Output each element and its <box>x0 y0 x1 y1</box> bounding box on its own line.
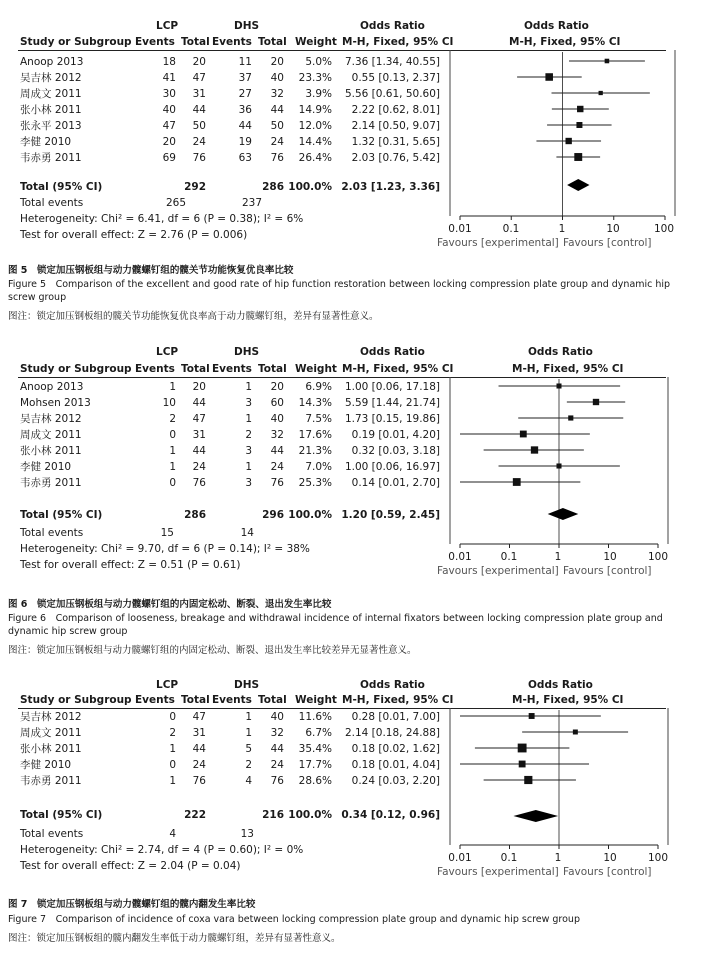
total-odds-ratio-ci: 1.20 [0.59, 2.45] <box>341 509 440 521</box>
forest-plot-figure-5 <box>0 0 714 260</box>
study-label: 李健 2010 <box>20 136 72 148</box>
weight-value: 7.5% <box>305 413 332 425</box>
total-weight: 100.0% <box>288 181 332 193</box>
total-dhs: 60 <box>270 397 284 409</box>
overall-effect-test: Test for overall effect: Z = 2.76 (P = 0.006) <box>20 229 248 241</box>
total-lcp: 31 <box>192 88 206 100</box>
total-dhs: 20 <box>270 56 284 68</box>
figure-caption-note: 图注：锁定加压钢板组与动力髋螺钉组的内固定松动、断裂、退出发生率比较差异无显著性意义。 <box>8 645 417 656</box>
header-method: M-H, Fixed, 95% CI <box>342 36 454 48</box>
header-events-1: Events <box>135 36 175 48</box>
weight-value: 23.3% <box>298 72 332 84</box>
odds-ratio-ci: 0.14 [0.01, 2.70] <box>351 477 440 489</box>
odds-ratio-ci: 0.19 [0.01, 4.20] <box>351 429 440 441</box>
study-point <box>593 399 599 405</box>
total-ci-label: Total (95% CI) <box>20 181 103 193</box>
events-dhs: 5 <box>245 743 252 755</box>
weight-value: 21.3% <box>298 445 332 457</box>
header-odds-ratio-text: Odds Ratio <box>360 679 425 691</box>
total-lcp: 31 <box>192 429 206 441</box>
header-total-1: Total <box>181 694 210 706</box>
overall-effect-test: Test for overall effect: Z = 2.04 (P = 0.04) <box>20 860 241 872</box>
events-dhs: 37 <box>238 72 252 84</box>
events-lcp: 1 <box>169 445 176 457</box>
forest-plot-figure-7 <box>0 675 714 895</box>
header-events-1: Events <box>135 363 175 375</box>
total-lcp: 76 <box>192 152 206 164</box>
odds-ratio-ci: 0.24 [0.03, 2.20] <box>351 775 440 787</box>
study-point <box>599 91 603 95</box>
study-label: 张小林 2011 <box>20 743 82 755</box>
figure-caption-cn: 图 5 锁定加压钢板组与动力髋螺钉组的髋关节功能恢复优良率比较 <box>8 265 294 276</box>
header-weight: Weight <box>295 36 337 48</box>
events-lcp: 1 <box>169 461 176 473</box>
study-point <box>519 761 526 768</box>
heterogeneity-stats: Heterogeneity: Chi² = 2.74, df = 4 (P = 0.60); I² = 0% <box>20 844 304 856</box>
header-events-2: Events <box>212 363 252 375</box>
total-odds-ratio-ci: 2.03 [1.23, 3.36] <box>341 181 440 193</box>
study-point <box>605 59 610 64</box>
events-lcp: 0 <box>169 429 176 441</box>
total-dhs: 20 <box>270 381 284 393</box>
study-point <box>520 431 527 438</box>
weight-value: 5.0% <box>305 56 332 68</box>
odds-ratio-ci: 5.59 [1.44, 21.74] <box>344 397 440 409</box>
total-lcp: 47 <box>192 711 206 723</box>
odds-ratio-ci: 1.73 [0.15, 19.86] <box>344 413 440 425</box>
total-lcp: 24 <box>192 136 206 148</box>
total-weight: 100.0% <box>288 509 332 521</box>
study-point <box>513 478 521 486</box>
odds-ratio-ci: 0.32 [0.03, 3.18] <box>351 445 440 457</box>
study-point <box>574 153 582 161</box>
total-dhs: 44 <box>270 743 284 755</box>
odds-ratio-ci: 0.55 [0.13, 2.37] <box>351 72 440 84</box>
events-dhs: 27 <box>238 88 252 100</box>
events-lcp: 1 <box>169 775 176 787</box>
study-point <box>529 713 535 719</box>
axis-tick-label: 100 <box>647 551 669 563</box>
total-events-dhs: 13 <box>240 828 254 840</box>
study-label: 周成文 2011 <box>20 88 82 100</box>
study-point <box>577 106 583 112</box>
events-dhs: 63 <box>238 152 252 164</box>
figure-caption-en: Figure 7 Comparison of incidence of coxa vara between locking compression plate group and dynamic hip screw group <box>8 914 580 925</box>
axis-tick-label: 10 <box>606 223 620 235</box>
total-dhs: 40 <box>270 711 284 723</box>
study-label: 张永平 2013 <box>20 120 82 132</box>
header-events-2: Events <box>212 36 252 48</box>
odds-ratio-ci: 0.18 [0.01, 4.04] <box>351 759 440 771</box>
axis-tick-label: 10 <box>603 852 617 864</box>
pooled-diamond <box>567 179 589 191</box>
odds-ratio-ci: 1.32 [0.31, 5.65] <box>351 136 440 148</box>
total-events-dhs: 237 <box>241 197 262 209</box>
header-dhs: DHS <box>234 20 260 32</box>
total-dhs: 76 <box>270 477 284 489</box>
events-lcp: 1 <box>169 743 176 755</box>
header-method-plot: M-H, Fixed, 95% CI <box>512 694 624 706</box>
favours-control-label: Favours [control] <box>563 565 652 577</box>
total-events-lcp: 4 <box>169 828 176 840</box>
events-dhs: 1 <box>245 381 252 393</box>
weight-value: 3.9% <box>305 88 332 100</box>
total-dhs: 32 <box>270 88 284 100</box>
total-lcp: 76 <box>192 775 206 787</box>
total-lcp: 76 <box>192 477 206 489</box>
figure-caption-en: Figure 6 Comparison of looseness, breakage and withdrawal incidence of internal fixators between locking compression plate group and dynamic hip screw group <box>8 613 663 637</box>
header-odds-ratio-plot: Odds Ratio <box>524 20 589 32</box>
odds-ratio-ci: 2.14 [0.18, 24.88] <box>344 727 440 739</box>
total-dhs: 76 <box>270 152 284 164</box>
figure-caption-note: 图注：锁定加压钢板组的髋关节功能恢复优良率高于动力髋螺钉组，差异有显著性意义。 <box>8 311 379 322</box>
total-dhs: 40 <box>270 72 284 84</box>
header-total-2: Total <box>258 363 287 375</box>
figure-caption-en: Figure 5 Comparison of the excellent and good rate of hip function restoration between locking compression plate group and dynamic hip screw group <box>8 279 671 303</box>
total-events-label: Total events <box>20 828 84 840</box>
events-lcp: 18 <box>162 56 176 68</box>
header-events-1: Events <box>135 694 175 706</box>
axis-tick-label: 1 <box>554 551 562 563</box>
header-total-1: Total <box>181 36 210 48</box>
total-lcp: 47 <box>192 72 206 84</box>
favours-experimental-label: Favours [experimental] <box>437 565 559 577</box>
study-label: 周成文 2011 <box>20 429 82 441</box>
events-dhs: 36 <box>238 104 252 116</box>
study-point <box>531 446 538 453</box>
total-lcp: 20 <box>192 381 206 393</box>
header-study: Study or Subgroup <box>20 694 132 706</box>
events-lcp: 0 <box>169 711 176 723</box>
events-lcp: 10 <box>162 397 176 409</box>
odds-ratio-ci: 5.56 [0.61, 50.60] <box>344 88 440 100</box>
events-lcp: 0 <box>169 759 176 771</box>
odds-ratio-ci: 0.28 [0.01, 7.00] <box>351 711 440 723</box>
total-lcp: 292 <box>184 181 206 193</box>
total-dhs: 32 <box>270 429 284 441</box>
events-lcp: 0 <box>169 477 176 489</box>
total-dhs: 76 <box>270 775 284 787</box>
study-point <box>568 415 573 420</box>
axis-tick-label: 100 <box>647 852 669 864</box>
header-total-2: Total <box>258 36 287 48</box>
favours-experimental-label: Favours [experimental] <box>437 237 559 249</box>
total-dhs: 44 <box>270 104 284 116</box>
weight-value: 11.6% <box>298 711 332 723</box>
favours-control-label: Favours [control] <box>563 237 652 249</box>
total-events-lcp: 265 <box>165 197 186 209</box>
total-lcp: 44 <box>192 397 206 409</box>
header-lcp: LCP <box>156 20 179 32</box>
header-method-plot: M-H, Fixed, 95% CI <box>509 36 621 48</box>
header-method: M-H, Fixed, 95% CI <box>342 694 454 706</box>
events-dhs: 11 <box>238 56 252 68</box>
study-label: 韦赤勇 2011 <box>20 477 82 489</box>
study-label: 李健 2010 <box>20 461 72 473</box>
events-lcp: 20 <box>162 136 176 148</box>
total-lcp: 44 <box>192 104 206 116</box>
total-lcp: 47 <box>192 413 206 425</box>
odds-ratio-ci: 2.22 [0.62, 8.01] <box>351 104 440 116</box>
total-events-label: Total events <box>20 527 84 539</box>
heterogeneity-stats: Heterogeneity: Chi² = 6.41, df = 6 (P = 0.38); I² = 6% <box>20 213 304 225</box>
odds-ratio-ci: 1.00 [0.06, 16.97] <box>344 461 440 473</box>
study-label: 吴吉林 2012 <box>20 413 82 425</box>
total-lcp: 44 <box>192 743 206 755</box>
events-dhs: 1 <box>245 727 252 739</box>
total-dhs: 286 <box>262 181 284 193</box>
figure-7 <box>0 675 714 957</box>
total-events-label: Total events <box>20 197 84 209</box>
header-lcp: LCP <box>156 679 179 691</box>
events-dhs: 4 <box>245 775 252 787</box>
study-label: 韦赤勇 2011 <box>20 152 82 164</box>
axis-tick-label: 0.1 <box>500 551 518 563</box>
events-dhs: 3 <box>245 445 252 457</box>
heterogeneity-stats: Heterogeneity: Chi² = 9.70, df = 6 (P = 0.14); I² = 38% <box>20 543 310 555</box>
events-lcp: 40 <box>162 104 176 116</box>
odds-ratio-ci: 2.03 [0.76, 5.42] <box>351 152 440 164</box>
events-dhs: 1 <box>245 711 252 723</box>
total-dhs: 24 <box>270 136 284 148</box>
study-point <box>545 73 553 81</box>
total-lcp: 20 <box>192 56 206 68</box>
forest-plot-figure-6 <box>0 330 714 590</box>
study-point <box>573 730 578 735</box>
total-ci-label: Total (95% CI) <box>20 809 103 821</box>
weight-value: 26.4% <box>298 152 332 164</box>
events-dhs: 3 <box>245 477 252 489</box>
weight-value: 6.9% <box>305 381 332 393</box>
weight-value: 25.3% <box>298 477 332 489</box>
figure-6 <box>0 330 714 675</box>
axis-tick-label: 10 <box>603 551 617 563</box>
figure-5 <box>0 0 714 330</box>
axis-tick-label: 1 <box>554 852 562 864</box>
weight-value: 7.0% <box>305 461 332 473</box>
axis-tick-label: 0.1 <box>502 223 520 235</box>
weight-value: 17.7% <box>298 759 332 771</box>
header-method-plot: M-H, Fixed, 95% CI <box>512 363 624 375</box>
total-lcp: 286 <box>184 509 206 521</box>
weight-value: 14.9% <box>298 104 332 116</box>
favours-experimental-label: Favours [experimental] <box>437 866 559 878</box>
weight-value: 12.0% <box>298 120 332 132</box>
header-odds-ratio-text: Odds Ratio <box>360 346 425 358</box>
axis-tick-label: 100 <box>653 223 675 235</box>
axis-tick-label: 1 <box>558 223 566 235</box>
study-label: 吴吉林 2012 <box>20 711 82 723</box>
events-lcp: 69 <box>162 152 176 164</box>
header-dhs: DHS <box>234 346 260 358</box>
study-label: 周成文 2011 <box>20 727 82 739</box>
figure-caption-note: 图注：锁定加压钢板组的髋内翻发生率低于动力髋螺钉组，差异有显著性意义。 <box>8 933 341 944</box>
weight-value: 35.4% <box>298 743 332 755</box>
axis-tick-label: 0.01 <box>448 551 472 563</box>
total-dhs: 40 <box>270 413 284 425</box>
events-lcp: 1 <box>169 381 176 393</box>
figure-caption-cn: 图 7 锁定加压钢板组与动力髋螺钉组的髋内翻发生率比较 <box>8 899 256 910</box>
study-label: 韦赤勇 2011 <box>20 775 82 787</box>
study-label: 张小林 2011 <box>20 445 82 457</box>
total-dhs: 24 <box>270 461 284 473</box>
total-weight: 100.0% <box>288 809 332 821</box>
figure-caption-cn: 图 6 锁定加压钢板组与动力髋螺钉组的内固定松动、断裂、退出发生率比较 <box>8 599 332 610</box>
total-events-lcp: 15 <box>160 527 174 539</box>
header-study: Study or Subgroup <box>20 363 132 375</box>
total-events-dhs: 14 <box>240 527 254 539</box>
header-odds-ratio-text: Odds Ratio <box>360 20 425 32</box>
header-odds-ratio-plot: Odds Ratio <box>528 346 593 358</box>
total-dhs: 216 <box>262 809 284 821</box>
overall-effect-test: Test for overall effect: Z = 0.51 (P = 0.61) <box>20 559 241 571</box>
axis-tick-label: 0.01 <box>448 223 472 235</box>
events-dhs: 19 <box>238 136 252 148</box>
pooled-diamond <box>548 508 579 520</box>
total-lcp: 44 <box>192 445 206 457</box>
odds-ratio-ci: 0.18 [0.02, 1.62] <box>351 743 440 755</box>
total-ci-label: Total (95% CI) <box>20 509 103 521</box>
header-dhs: DHS <box>234 679 260 691</box>
events-lcp: 2 <box>169 727 176 739</box>
total-lcp: 24 <box>192 461 206 473</box>
events-lcp: 2 <box>169 413 176 425</box>
events-dhs: 2 <box>245 429 252 441</box>
study-point <box>556 463 561 468</box>
pooled-diamond <box>513 810 558 822</box>
study-point <box>524 776 532 784</box>
total-dhs: 44 <box>270 445 284 457</box>
study-label: 张小林 2011 <box>20 104 82 116</box>
total-dhs: 32 <box>270 727 284 739</box>
events-dhs: 2 <box>245 759 252 771</box>
odds-ratio-ci: 1.00 [0.06, 17.18] <box>344 381 440 393</box>
study-point <box>556 383 561 388</box>
favours-control-label: Favours [control] <box>563 866 652 878</box>
events-lcp: 41 <box>162 72 176 84</box>
total-lcp: 50 <box>192 120 206 132</box>
header-total-2: Total <box>258 694 287 706</box>
total-lcp: 222 <box>184 809 206 821</box>
events-lcp: 30 <box>162 88 176 100</box>
header-weight: Weight <box>295 363 337 375</box>
weight-value: 14.4% <box>298 136 332 148</box>
axis-tick-label: 0.01 <box>448 852 472 864</box>
study-label: Anoop 2013 <box>20 381 84 393</box>
header-odds-ratio-plot: Odds Ratio <box>528 679 593 691</box>
events-dhs: 3 <box>245 397 252 409</box>
weight-value: 17.6% <box>298 429 332 441</box>
weight-value: 6.7% <box>305 727 332 739</box>
study-label: 吴吉林 2012 <box>20 72 82 84</box>
total-odds-ratio-ci: 0.34 [0.12, 0.96] <box>341 809 440 821</box>
study-point <box>576 122 582 128</box>
events-dhs: 1 <box>245 413 252 425</box>
weight-value: 14.3% <box>298 397 332 409</box>
axis-tick-label: 0.1 <box>500 852 518 864</box>
study-label: Mohsen 2013 <box>20 397 91 409</box>
weight-value: 28.6% <box>298 775 332 787</box>
odds-ratio-ci: 2.14 [0.50, 9.07] <box>351 120 440 132</box>
events-dhs: 1 <box>245 461 252 473</box>
header-method: M-H, Fixed, 95% CI <box>342 363 454 375</box>
header-lcp: LCP <box>156 346 179 358</box>
total-dhs: 296 <box>262 509 284 521</box>
header-study: Study or Subgroup <box>20 36 132 48</box>
events-dhs: 44 <box>238 120 252 132</box>
total-dhs: 24 <box>270 759 284 771</box>
odds-ratio-ci: 7.36 [1.34, 40.55] <box>344 56 440 68</box>
events-lcp: 47 <box>162 120 176 132</box>
header-events-2: Events <box>212 694 252 706</box>
total-lcp: 24 <box>192 759 206 771</box>
header-total-1: Total <box>181 363 210 375</box>
study-point <box>518 744 527 753</box>
header-weight: Weight <box>295 694 337 706</box>
total-dhs: 50 <box>270 120 284 132</box>
total-lcp: 31 <box>192 727 206 739</box>
study-point <box>565 138 571 144</box>
study-label: 李健 2010 <box>20 759 72 771</box>
study-label: Anoop 2013 <box>20 56 84 68</box>
